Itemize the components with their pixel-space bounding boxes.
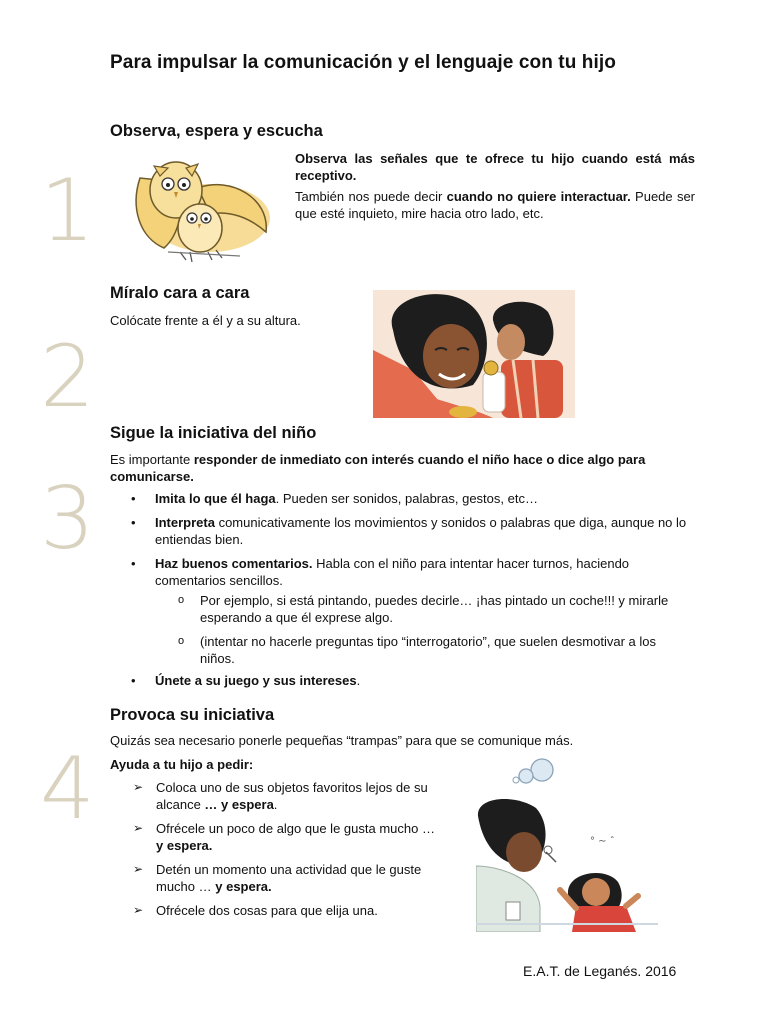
section3-intro-c: .: [190, 469, 194, 484]
arrow-item-3: [133, 861, 443, 895]
sub-marker: o: [178, 594, 185, 606]
bullet1-text: . Pueden ser sonidos, palabras, gestos, etc…: [275, 491, 538, 506]
section1-paragraph1: [295, 150, 695, 184]
bullet-item-imitate: [130, 490, 700, 507]
section1-text-a: También nos puede decir: [295, 189, 447, 204]
arrow-item-2: [133, 820, 443, 854]
section2-heading: Míralo cara a cara: [110, 284, 250, 302]
bullet-marker: •: [131, 491, 136, 506]
arrow-item-4: [133, 902, 443, 919]
section1-paragraph2: [295, 188, 695, 222]
bullet-marker: •: [131, 515, 136, 530]
section3-bullet-list-2: [130, 672, 700, 696]
svg-text:° ∼ ˆ: ° ∼ ˆ: [590, 836, 615, 847]
section4-subheading-text: Ayuda a tu hijo a pedir:: [110, 757, 254, 772]
owls-illustration: [120, 148, 272, 264]
section3-intro-a: Es importante: [110, 452, 194, 467]
section4-intro: Quizás sea necesario ponerle pequeñas “trampas” para que se comunique más.: [110, 733, 574, 748]
arrow-item-2-text: Ofrécele un poco de algo que le gusta mucho …: [156, 821, 435, 836]
arrow-item-2-bold: y espera.: [156, 838, 213, 853]
arrow-icon: ➢: [133, 780, 144, 794]
arrow-item-1: [133, 779, 443, 813]
section1-heading: Observa, espera y escucha: [110, 122, 323, 140]
section4-heading: Provoca su iniciativa: [110, 706, 275, 724]
bullet-item-join: [130, 672, 700, 689]
section4-arrow-list: [133, 779, 443, 926]
section4-subheading: [110, 756, 253, 773]
bullet-marker: •: [131, 556, 136, 571]
bullet-marker: •: [131, 673, 136, 688]
bullet3-bold: Haz buenos comentarios.: [155, 556, 313, 571]
step-number-3: 3: [40, 469, 95, 569]
arrow-icon: ➢: [133, 903, 144, 917]
section1-text-c: Puede ser que esté inquieto, mire hacia otro lado, etc.: [295, 189, 696, 221]
sub-marker: o: [178, 635, 185, 647]
sub1-text: Por ejemplo, si está pintando, puedes decirle… ¡has pintado un coche!!! y mirarle esperando a que él exprese algo.: [200, 593, 669, 625]
section2-text: Colócate frente a él y a su altura.: [110, 313, 301, 328]
bullet1-bold: Imita lo que él haga: [155, 491, 276, 506]
arrow-item-4-text: Ofrécele dos cosas para que elija una.: [156, 903, 378, 918]
arrow-icon: ➢: [133, 862, 144, 876]
section1-text-b: cuando no quiere interactuar.: [446, 189, 631, 204]
arrow-item-3-text: Detén un momento una actividad que le guste mucho …: [156, 862, 422, 894]
section3-intro-b: responder de inmediato con interés cuando el niño hace o dice algo para comunicarse: [110, 452, 646, 484]
section3-heading: Sigue la iniciativa del niño: [110, 424, 317, 442]
sub-item-example: [130, 592, 690, 626]
step-number-4: 4: [40, 739, 95, 839]
arrow-item-1-bold: … y espera: [204, 797, 274, 812]
adult-child-bubbles-illustration: [476, 756, 658, 932]
mother-child-illustration: [373, 290, 575, 418]
step-number-2: 2: [40, 327, 95, 427]
arrow-item-1-end: .: [273, 797, 278, 812]
section3-intro: [110, 451, 700, 485]
arrow-icon: ➢: [133, 821, 144, 835]
sub-item-note: [130, 633, 690, 667]
bullet4-text: .: [356, 673, 361, 688]
bullet-item-comments: [130, 555, 700, 589]
bullet3-text: Habla con el niño para intentar hacer turnos, haciendo comentarios sencillos.: [155, 556, 630, 588]
arrow-item-1-text: Coloca uno de sus objetos favoritos lejos de su alcance: [156, 780, 428, 812]
sub2-text: (intentar no hacerle preguntas tipo “interrogatorio”, que suelen desmotivar a los niños.: [200, 634, 656, 666]
bullet2-text: comunicativamente los movimientos y sonidos o palabras que diga, aunque no lo entiendas bien.: [155, 515, 687, 547]
step-number-1: 1: [40, 161, 95, 261]
footer-credit: E.A.T. de Leganés. 2016: [523, 963, 677, 979]
bullet-item-interpret: [130, 514, 700, 548]
page-title: Para impulsar la comunicación y el lenguaje con tu hijo: [110, 52, 616, 73]
section1-bold-text: Observa las señales que te ofrece tu hijo cuando está más receptivo.: [295, 151, 695, 183]
section3-sub-list: [130, 592, 690, 674]
bullet2-bold: Interpreta: [155, 515, 215, 530]
bullet4-bold: Únete a su juego y sus intereses: [155, 673, 357, 688]
arrow-item-3-bold: y espera.: [215, 879, 272, 894]
section3-bullet-list: [130, 490, 700, 596]
